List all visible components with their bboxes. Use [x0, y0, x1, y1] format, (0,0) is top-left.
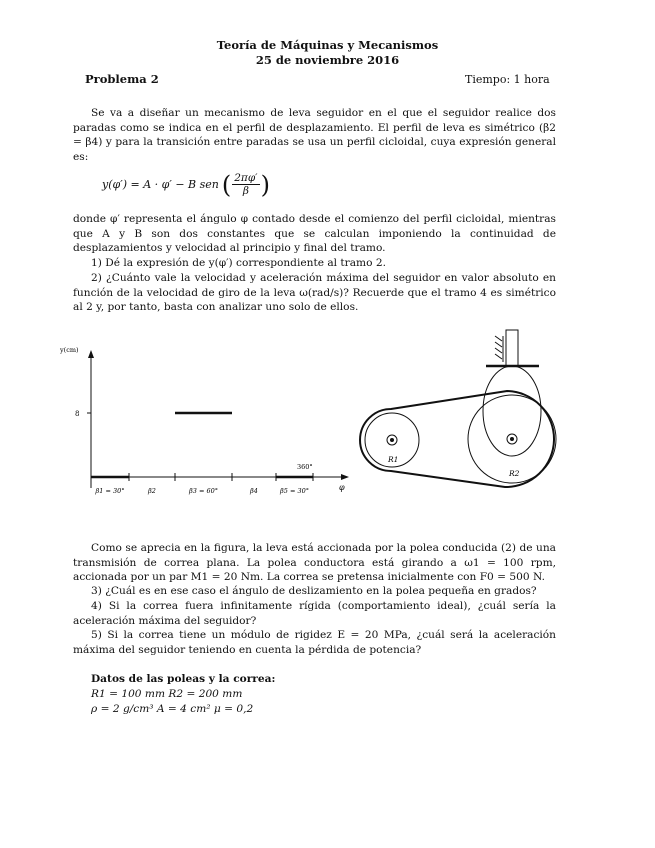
y-tick-label: 8 [75, 410, 80, 418]
question-5: 5) Si la correa tiene un módulo de rigidez E = 20 MPa, ¿cuál será la aceleración máxima del seguidor teniendo en cuenta la pérdida de potencia? [73, 629, 556, 656]
cycloidal-formula: y(φ′) = A · φ′ − B sen ( $\frac{2\pi\varphi'}{\beta}$ ) [102, 170, 270, 199]
formula-denominator: β [242, 185, 249, 197]
segment-label-1: β1 = 30° [95, 487, 125, 495]
y-axis-label: y(cm) [60, 346, 79, 354]
problem-title: Problema 2 [85, 72, 159, 86]
segment-label-4: β4 [250, 487, 258, 495]
data-radii: R1 = 100 mm R2 = 200 mm [91, 688, 243, 700]
pulley-2-label: R2 [509, 469, 520, 478]
segment-label-5: β5 = 30° [280, 487, 309, 495]
course-title: Teoría de Máquinas y Mecanismos [216, 38, 439, 52]
pulley-2-axle [510, 437, 514, 441]
flat-belt [360, 391, 554, 487]
question-4: 4) Si la correa fuera infinitamente rígida (comportamiento ideal), ¿cuál sería la aceleración máxima del seguidor? [73, 600, 556, 627]
cam-profile [483, 366, 541, 456]
question-2: 2) ¿Cuánto vale la velocidad y aceleración máxima del seguidor en valor absoluto en función de la velocidad de giro de la leva ω(rad/s)? Recuerde que el tramo 4 es simétrico al 2 y, por tanto, basta con analizar uno solo de ellos. [73, 272, 556, 314]
ground-hatch-icon [495, 336, 502, 359]
question-1: 1) Dé la expresión de y(φ′) correspondiente al tramo 2. [91, 257, 386, 269]
data-heading: Datos de las poleas y la correa: [91, 673, 276, 685]
data-belt: ρ = 2 g/cm³ A = 4 cm² μ = 0,2 [91, 703, 254, 715]
intro-paragraph: Se va a diseñar un mecanismo de leva seguidor en el que el seguidor realice dos paradas como se indica en el perfil de desplazamiento. El perfil de leva es simétrico (β2 = β4) y para la transición entre paradas se usa un perfil cicloidal, cuya expresión general es: [73, 107, 556, 163]
cam-belt-mechanism [355, 322, 570, 494]
question-3: 3) ¿Cuál es en ese caso el ángulo de deslizamiento en la polea pequeña en grados? [91, 585, 537, 597]
transmission-paragraph: Como se aprecia en la figura, la leva está accionada por la polea conducida (2) de una transmisión de correa plana. La polea conductora está girando a ω1 = 100 rpm, accionada por un par M1 = 20 Nm. La correa se pretensa inicialmente con F0 = 500 N. [73, 542, 556, 584]
formula-lhs: y(φ′) = A · φ′ − B sen [102, 178, 219, 191]
pulley-1-label: R1 [388, 455, 399, 464]
segment-label-2: β2 [148, 487, 156, 495]
x-axis-label: φ [339, 483, 345, 492]
y-axis-arrow [88, 350, 94, 358]
displacement-chart [55, 340, 355, 510]
x-axis-arrow [341, 474, 349, 480]
follower-stem [506, 330, 518, 366]
exam-date: 25 de noviembre 2016 [255, 53, 400, 67]
end-label: 360° [297, 463, 313, 471]
definition-paragraph: donde φ′ representa el ángulo φ contado desde el comienzo del perfil cicloidal, mientras que A y B son dos constantes que se calculan imponiendo la continuidad de desplazamientos y velocidad al principio y final del tramo. [73, 213, 556, 255]
time-limit: Tiempo: 1 hora [465, 73, 550, 86]
pulley-1-axle [390, 438, 394, 442]
formula-numerator: 2πφ′ [234, 172, 258, 184]
segment-label-3: β3 = 60° [189, 487, 218, 495]
